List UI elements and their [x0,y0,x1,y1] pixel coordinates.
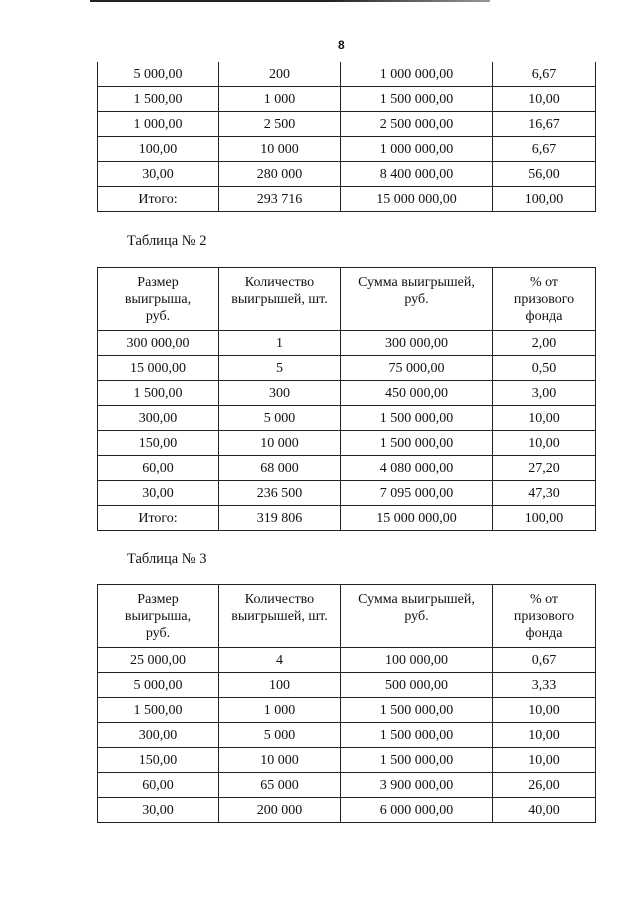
cell-prize-size: 300 000,00 [98,331,219,356]
cell-prize-count: 293 716 [219,187,341,212]
cell-prize-size: 1 500,00 [98,87,219,112]
cell-prize-size: 150,00 [98,748,219,773]
cell-prize-size: 25 000,00 [98,648,219,673]
table-row [98,162,596,187]
cell-prize-count: 100 [219,673,341,698]
header-line: руб. [145,309,171,324]
cell-prize-sum: 15 000 000,00 [341,506,493,531]
cell-prize-sum: 1 000 000,00 [341,137,493,162]
cell-prize-size: 60,00 [98,773,219,798]
cell-prize-count: 1 000 [219,87,341,112]
header-prize-count [219,268,341,331]
cell-prize-sum: 75 000,00 [341,356,493,381]
cell-prize-count: 4 [219,648,341,673]
cell-prize-count: 5 000 [219,406,341,431]
cell-fund-percent: 2,00 [493,331,596,356]
header-line: % от [529,275,559,290]
cell-prize-size: 30,00 [98,162,219,187]
header-line: руб. [404,292,429,307]
table-row [98,798,596,823]
cell-prize-count: 200 [219,62,341,87]
cell-prize-sum: 8 400 000,00 [341,162,493,187]
top-rule [90,0,490,2]
table-2 [97,267,596,531]
cell-prize-sum: 1 500 000,00 [341,723,493,748]
header-line: Количество [244,592,315,607]
cell-prize-size: 150,00 [98,431,219,456]
cell-prize-size: 300,00 [98,406,219,431]
cell-fund-percent: 16,67 [493,112,596,137]
header-line: фонда [525,626,563,641]
header-prize-sum [341,268,493,331]
table-row [98,331,596,356]
cell-prize-size: Итого: [98,187,219,212]
header-line: Количество [244,275,315,290]
cell-fund-percent: 3,00 [493,381,596,406]
cell-fund-percent: 10,00 [493,87,596,112]
cell-fund-percent: 47,30 [493,481,596,506]
cell-prize-sum: 4 080 000,00 [341,456,493,481]
header-line: Размер [137,275,179,290]
cell-prize-sum: 2 500 000,00 [341,112,493,137]
header-fund-percent [493,585,596,648]
header-prize-size [98,585,219,648]
cell-prize-size: 5 000,00 [98,62,219,87]
header-line: выигрыша, [124,292,192,307]
cell-fund-percent: 26,00 [493,773,596,798]
table-row [98,356,596,381]
table-3-caption: Таблица № 3 [127,551,207,567]
cell-prize-count: 200 000 [219,798,341,823]
total-row [98,506,596,531]
cell-prize-sum: 1 000 000,00 [341,62,493,87]
header-prize-count [219,585,341,648]
cell-prize-sum: 500 000,00 [341,673,493,698]
header-prize-size [98,268,219,331]
table-row [98,773,596,798]
total-row [98,187,596,212]
cell-fund-percent: 10,00 [493,723,596,748]
header-line: фонда [525,309,563,324]
header-line: руб. [145,626,171,641]
cell-fund-percent: 10,00 [493,748,596,773]
cell-prize-size: 30,00 [98,798,219,823]
cell-prize-size: 1 500,00 [98,698,219,723]
cell-fund-percent: 3,33 [493,673,596,698]
table-row [98,481,596,506]
cell-prize-count: 1 [219,331,341,356]
cell-prize-size: 300,00 [98,723,219,748]
cell-fund-percent: 0,67 [493,648,596,673]
cell-fund-percent: 27,20 [493,456,596,481]
cell-prize-count: 1 000 [219,698,341,723]
cell-fund-percent: 56,00 [493,162,596,187]
cell-fund-percent: 100,00 [493,187,596,212]
header-line: Сумма выигрышей, [358,592,475,607]
header-line: % от [529,592,559,607]
cell-prize-count: 68 000 [219,456,341,481]
cell-prize-sum: 15 000 000,00 [341,187,493,212]
table-row [98,673,596,698]
header-line: выигрышей, шт. [231,292,328,307]
cell-prize-count: 10 000 [219,748,341,773]
table-3 [97,584,596,823]
table-row [98,62,596,87]
cell-prize-count: 5 000 [219,723,341,748]
header-line: призового [513,292,575,307]
cell-fund-percent: 100,00 [493,506,596,531]
cell-fund-percent: 6,67 [493,62,596,87]
cell-fund-percent: 10,00 [493,431,596,456]
cell-prize-count: 236 500 [219,481,341,506]
cell-prize-sum: 1 500 000,00 [341,87,493,112]
cell-prize-size: 100,00 [98,137,219,162]
header-line: Сумма выигрышей, [358,275,475,290]
table-row [98,456,596,481]
header-line: призового [513,609,575,624]
cell-fund-percent: 6,67 [493,137,596,162]
table-row [98,137,596,162]
table-row [98,748,596,773]
cell-prize-count: 2 500 [219,112,341,137]
cell-prize-sum: 450 000,00 [341,381,493,406]
header-line: выигрышей, шт. [231,609,328,624]
table-2-caption: Таблица № 2 [127,233,207,249]
cell-prize-sum: 7 095 000,00 [341,481,493,506]
header-prize-sum [341,585,493,648]
cell-prize-sum: 6 000 000,00 [341,798,493,823]
header-fund-percent [493,268,596,331]
table-row [98,112,596,137]
cell-prize-count: 300 [219,381,341,406]
cell-fund-percent: 0,50 [493,356,596,381]
cell-prize-sum: 1 500 000,00 [341,406,493,431]
header-line: руб. [404,609,429,624]
table-row [98,381,596,406]
table-row [98,431,596,456]
cell-prize-size: 15 000,00 [98,356,219,381]
cell-prize-sum: 100 000,00 [341,648,493,673]
cell-prize-sum: 1 500 000,00 [341,748,493,773]
cell-prize-size: 30,00 [98,481,219,506]
cell-prize-sum: 1 500 000,00 [341,431,493,456]
cell-prize-size: 5 000,00 [98,673,219,698]
cell-prize-size: 60,00 [98,456,219,481]
cell-prize-sum: 1 500 000,00 [341,698,493,723]
cell-fund-percent: 10,00 [493,406,596,431]
cell-prize-count: 5 [219,356,341,381]
cell-fund-percent: 10,00 [493,698,596,723]
cell-prize-size: 1 500,00 [98,381,219,406]
table-row [98,698,596,723]
cell-fund-percent: 40,00 [493,798,596,823]
cell-prize-count: 10 000 [219,137,341,162]
table-row [98,406,596,431]
cell-prize-count: 65 000 [219,773,341,798]
header-line: выигрыша, [124,609,192,624]
table-1-continuation [97,62,596,212]
cell-prize-sum: 300 000,00 [341,331,493,356]
cell-prize-count: 10 000 [219,431,341,456]
cell-prize-sum: 3 900 000,00 [341,773,493,798]
page-number: 8 [338,38,345,52]
table-row [98,87,596,112]
cell-prize-size: 1 000,00 [98,112,219,137]
cell-prize-count: 319 806 [219,506,341,531]
cell-prize-size: Итого: [98,506,219,531]
table-row [98,723,596,748]
cell-prize-count: 280 000 [219,162,341,187]
header-line: Размер [137,592,179,607]
table-row [98,648,596,673]
